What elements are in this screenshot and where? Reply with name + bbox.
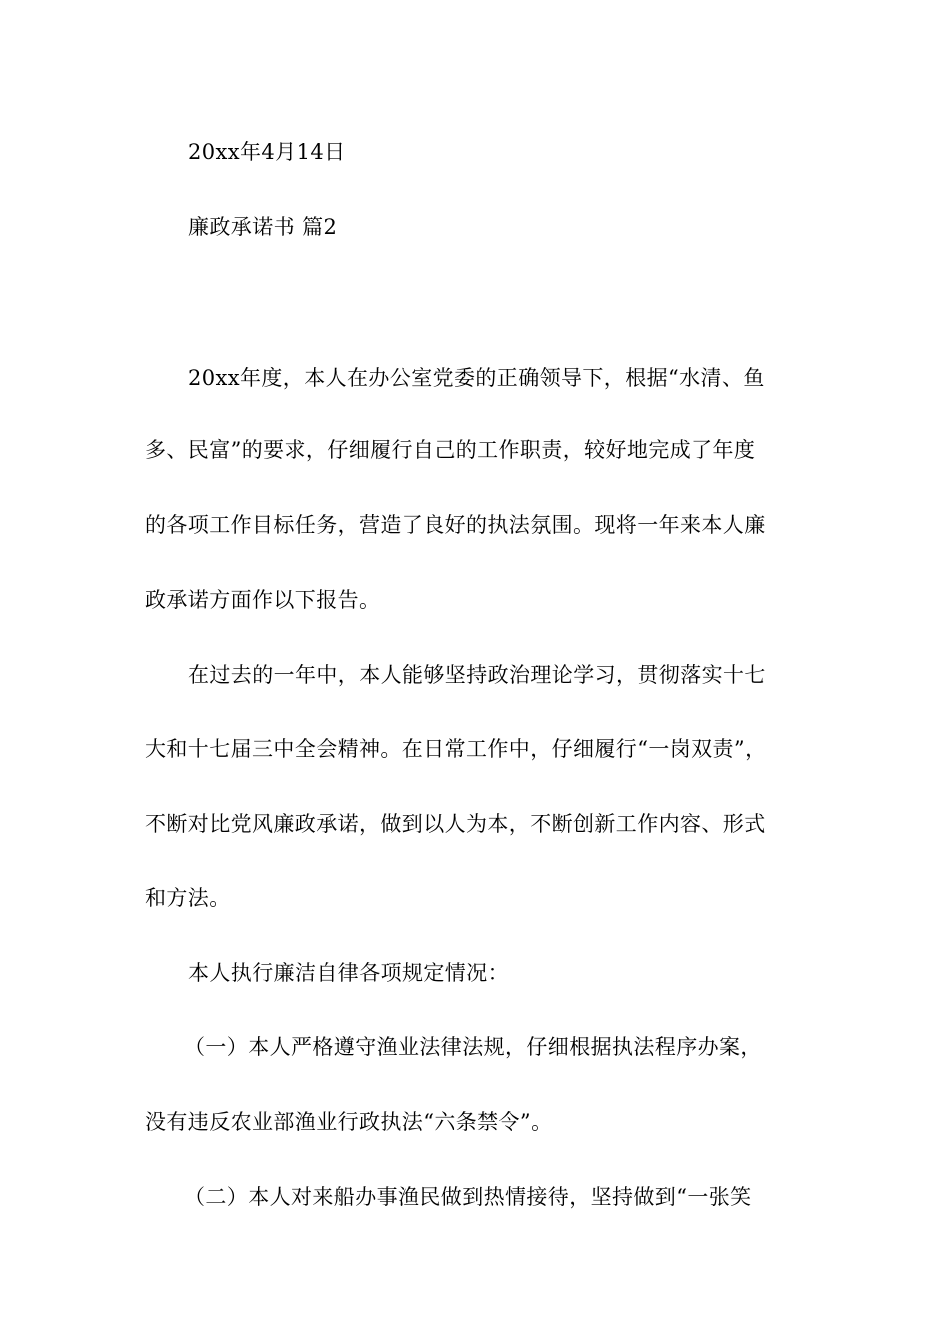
paragraph-line: 多、民富”的要求，仔细履行自己的工作职责，较好地完成了年度 <box>145 438 756 462</box>
paragraph-line: 和方法。 <box>145 886 231 910</box>
paragraph-line: 本人执行廉洁自律各项规定情况： <box>188 961 509 985</box>
paragraph-line: 不断对比党风廉政承诺，做到以人为本，不断创新工作内容、形式 <box>145 812 766 836</box>
paragraph-line: 政承诺方面作以下报告。 <box>145 588 381 612</box>
paragraph-line: 20xx年度，本人在办公室党委的正确领导下，根据“水清、鱼 <box>188 366 765 390</box>
document-heading: 廉政承诺书 篇2 <box>188 215 338 239</box>
paragraph-line: 的各项工作目标任务，营造了良好的执法氛围。现将一年来本人廉 <box>145 513 766 537</box>
paragraph-line: 没有违反农业部渔业行政执法“六条禁令”。 <box>145 1110 553 1134</box>
paragraph-line: 在过去的一年中，本人能够坚持政治理论学习，贯彻落实十七 <box>188 663 766 687</box>
paragraph-line: 大和十七届三中全会精神。在日常工作中，仔细履行“一岗双责”， <box>145 737 767 761</box>
document-date: 20xx年4月14日 <box>188 140 346 164</box>
paragraph-line: （一）本人严格遵守渔业法律法规，仔细根据执法程序办案， <box>184 1035 762 1059</box>
paragraph-line: （二）本人对来船办事渔民做到热情接待，坚持做到“一张笑 <box>184 1185 752 1209</box>
